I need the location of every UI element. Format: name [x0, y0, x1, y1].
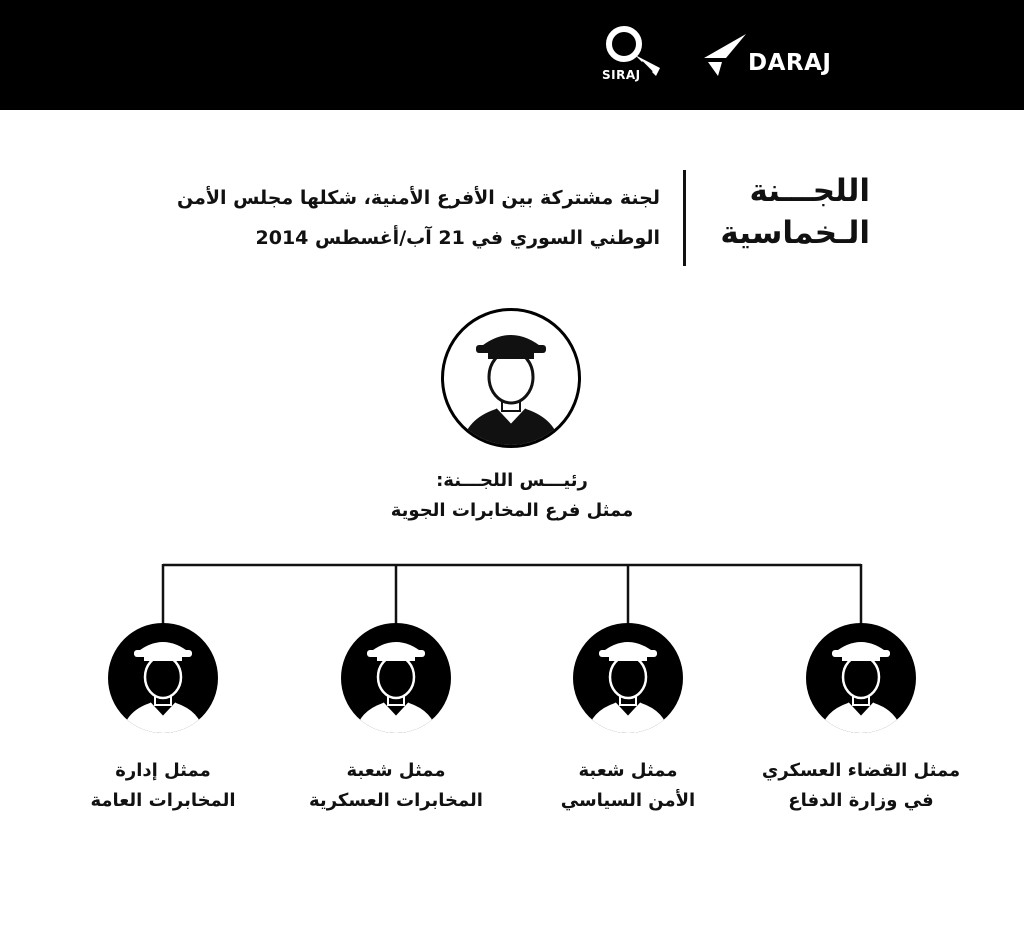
member-label-line-2: المخابرات العامة	[90, 790, 236, 811]
daraj-logo-text: DARAJ	[748, 50, 832, 76]
member-caption-general-intelligence	[48, 756, 278, 816]
member-caption-military-judiciary	[746, 756, 976, 816]
member-label-line-2: الأمن السياسي	[560, 790, 696, 811]
member-label-line-2: في وزارة الدفاع	[788, 790, 934, 811]
uniformed-officer-icon	[573, 623, 683, 733]
member-label-line-1: ممثل شعبة	[578, 760, 678, 781]
title-line-1: اللجـــنة	[749, 173, 870, 209]
member-caption-military-intelligence	[281, 756, 511, 816]
member-label-line-1: ممثل القضاء العسكري	[761, 760, 961, 781]
subtitle-line-2: الوطني السوري في 21 آب/أغسطس 2014	[255, 227, 660, 249]
member-avatar-military-judiciary	[806, 623, 916, 733]
chair-title-label: رئيـــس اللجـــنة:	[436, 470, 588, 491]
uniformed-officer-icon	[806, 623, 916, 733]
chair-role-label: ممثل فرع المخابرات الجوية	[390, 500, 634, 521]
member-label-line-1: ممثل شعبة	[346, 760, 446, 781]
subtitle-line-1: لجنة مشتركة بين الأفرع الأمنية، شكلها مجلس الأمن	[177, 187, 660, 209]
member-avatar-general-intelligence	[108, 623, 218, 733]
member-avatar-military-intelligence	[341, 623, 451, 733]
member-label-line-1: ممثل إدارة	[115, 760, 211, 781]
uniformed-officer-icon	[341, 623, 451, 733]
siraj-logo-text: SIRAJ	[602, 68, 641, 82]
member-avatar-political-security	[573, 623, 683, 733]
uniformed-officer-icon	[108, 623, 218, 733]
title-line-2: الـخماسية	[720, 215, 870, 251]
member-label-line-2: المخابرات العسكرية	[309, 790, 483, 811]
member-caption-political-security	[513, 756, 743, 816]
